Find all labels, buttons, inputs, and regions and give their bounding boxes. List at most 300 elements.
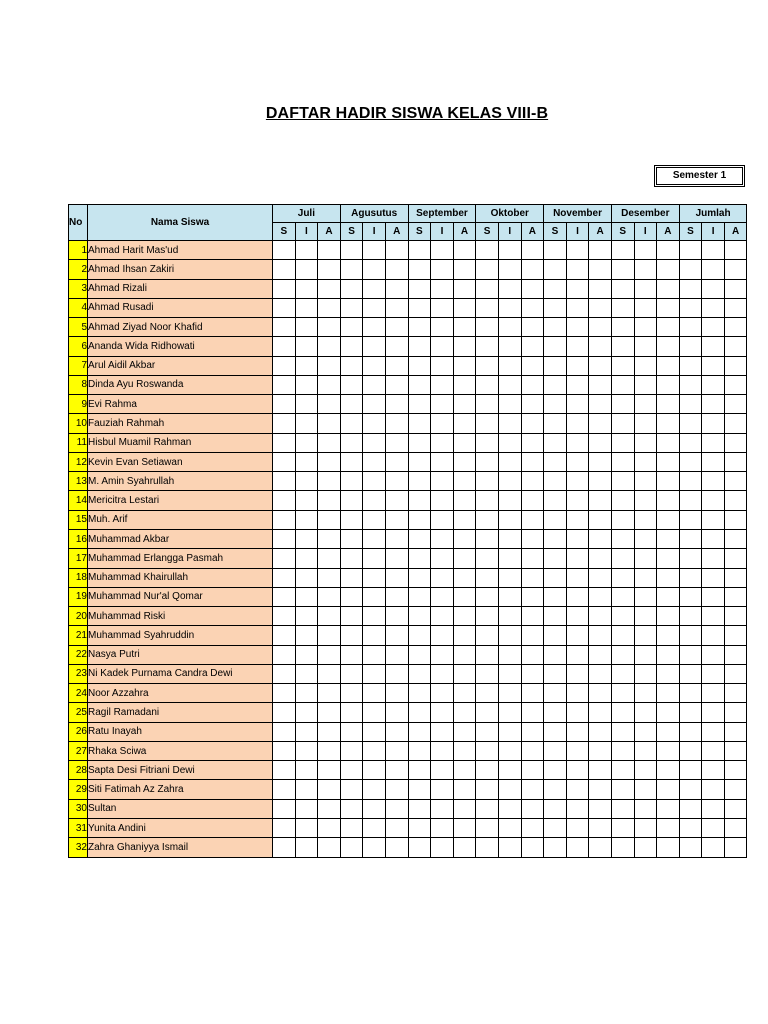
attendance-cell[interactable] [273,452,296,471]
attendance-cell[interactable] [724,761,747,780]
attendance-cell[interactable] [589,298,612,317]
attendance-cell[interactable] [476,375,499,394]
attendance-cell[interactable] [453,472,476,491]
attendance-cell[interactable] [634,318,657,337]
attendance-cell[interactable] [611,491,634,510]
attendance-cell[interactable] [363,722,386,741]
attendance-cell[interactable] [589,818,612,837]
attendance-cell[interactable] [521,414,544,433]
attendance-cell[interactable] [657,684,680,703]
attendance-cell[interactable] [566,529,589,548]
attendance-cell[interactable] [408,664,431,683]
attendance-cell[interactable] [453,491,476,510]
attendance-cell[interactable] [702,452,725,471]
attendance-cell[interactable] [408,626,431,645]
attendance-cell[interactable] [521,626,544,645]
attendance-cell[interactable] [273,645,296,664]
attendance-cell[interactable] [453,260,476,279]
attendance-cell[interactable] [476,318,499,337]
attendance-cell[interactable] [611,241,634,260]
attendance-cell[interactable] [318,491,341,510]
attendance-cell[interactable] [634,298,657,317]
attendance-cell[interactable] [431,318,454,337]
attendance-cell[interactable] [318,722,341,741]
attendance-cell[interactable] [363,510,386,529]
attendance-cell[interactable] [340,433,363,452]
attendance-cell[interactable] [431,260,454,279]
attendance-cell[interactable] [679,607,702,626]
attendance-cell[interactable] [679,375,702,394]
attendance-cell[interactable] [498,838,521,857]
attendance-cell[interactable] [566,414,589,433]
attendance-cell[interactable] [385,780,408,799]
attendance-cell[interactable] [273,838,296,857]
attendance-cell[interactable] [521,722,544,741]
attendance-cell[interactable] [318,626,341,645]
attendance-cell[interactable] [589,684,612,703]
attendance-cell[interactable] [634,452,657,471]
attendance-cell[interactable] [408,799,431,818]
attendance-cell[interactable] [657,761,680,780]
attendance-cell[interactable] [589,703,612,722]
attendance-cell[interactable] [363,761,386,780]
attendance-cell[interactable] [431,761,454,780]
attendance-cell[interactable] [476,722,499,741]
attendance-cell[interactable] [318,395,341,414]
attendance-cell[interactable] [340,337,363,356]
attendance-cell[interactable] [273,337,296,356]
attendance-cell[interactable] [408,510,431,529]
attendance-cell[interactable] [453,607,476,626]
attendance-cell[interactable] [408,568,431,587]
attendance-cell[interactable] [476,799,499,818]
attendance-cell[interactable] [363,664,386,683]
attendance-cell[interactable] [408,414,431,433]
attendance-cell[interactable] [611,279,634,298]
attendance-cell[interactable] [273,241,296,260]
attendance-cell[interactable] [589,260,612,279]
attendance-cell[interactable] [476,452,499,471]
attendance-cell[interactable] [431,395,454,414]
attendance-cell[interactable] [385,703,408,722]
attendance-cell[interactable] [431,645,454,664]
attendance-cell[interactable] [679,395,702,414]
attendance-cell[interactable] [340,298,363,317]
attendance-cell[interactable] [408,452,431,471]
attendance-cell[interactable] [385,761,408,780]
attendance-cell[interactable] [340,241,363,260]
attendance-cell[interactable] [566,510,589,529]
attendance-cell[interactable] [498,664,521,683]
attendance-cell[interactable] [702,741,725,760]
attendance-cell[interactable] [453,799,476,818]
attendance-cell[interactable] [611,703,634,722]
attendance-cell[interactable] [498,703,521,722]
attendance-cell[interactable] [544,761,567,780]
attendance-cell[interactable] [408,780,431,799]
attendance-cell[interactable] [431,472,454,491]
attendance-cell[interactable] [657,491,680,510]
attendance-cell[interactable] [679,626,702,645]
attendance-cell[interactable] [521,529,544,548]
attendance-cell[interactable] [431,549,454,568]
attendance-cell[interactable] [476,645,499,664]
attendance-cell[interactable] [634,838,657,857]
attendance-cell[interactable] [476,741,499,760]
attendance-cell[interactable] [498,799,521,818]
attendance-cell[interactable] [611,722,634,741]
attendance-cell[interactable] [544,452,567,471]
attendance-cell[interactable] [724,684,747,703]
attendance-cell[interactable] [521,549,544,568]
attendance-cell[interactable] [679,472,702,491]
attendance-cell[interactable] [273,664,296,683]
attendance-cell[interactable] [611,838,634,857]
attendance-cell[interactable] [566,472,589,491]
attendance-cell[interactable] [295,241,318,260]
attendance-cell[interactable] [634,549,657,568]
attendance-cell[interactable] [340,260,363,279]
attendance-cell[interactable] [702,703,725,722]
attendance-cell[interactable] [273,279,296,298]
attendance-cell[interactable] [498,684,521,703]
attendance-cell[interactable] [498,414,521,433]
attendance-cell[interactable] [544,684,567,703]
attendance-cell[interactable] [363,337,386,356]
attendance-cell[interactable] [702,510,725,529]
attendance-cell[interactable] [657,722,680,741]
attendance-cell[interactable] [318,318,341,337]
attendance-cell[interactable] [318,241,341,260]
attendance-cell[interactable] [363,375,386,394]
attendance-cell[interactable] [295,818,318,837]
attendance-cell[interactable] [273,626,296,645]
attendance-cell[interactable] [702,722,725,741]
attendance-cell[interactable] [634,645,657,664]
attendance-cell[interactable] [340,703,363,722]
attendance-cell[interactable] [634,780,657,799]
attendance-cell[interactable] [453,664,476,683]
attendance-cell[interactable] [566,298,589,317]
attendance-cell[interactable] [476,664,499,683]
attendance-cell[interactable] [724,838,747,857]
attendance-cell[interactable] [679,780,702,799]
attendance-cell[interactable] [679,279,702,298]
attendance-cell[interactable] [318,337,341,356]
attendance-cell[interactable] [566,703,589,722]
attendance-cell[interactable] [340,491,363,510]
attendance-cell[interactable] [431,375,454,394]
attendance-cell[interactable] [295,433,318,452]
attendance-cell[interactable] [295,799,318,818]
attendance-cell[interactable] [431,356,454,375]
attendance-cell[interactable] [340,799,363,818]
attendance-cell[interactable] [702,684,725,703]
attendance-cell[interactable] [385,395,408,414]
attendance-cell[interactable] [611,375,634,394]
attendance-cell[interactable] [679,645,702,664]
attendance-cell[interactable] [385,279,408,298]
attendance-cell[interactable] [476,491,499,510]
attendance-cell[interactable] [566,260,589,279]
attendance-cell[interactable] [498,722,521,741]
attendance-cell[interactable] [566,761,589,780]
attendance-cell[interactable] [521,356,544,375]
attendance-cell[interactable] [702,356,725,375]
attendance-cell[interactable] [634,587,657,606]
attendance-cell[interactable] [453,529,476,548]
attendance-cell[interactable] [295,645,318,664]
attendance-cell[interactable] [476,703,499,722]
attendance-cell[interactable] [431,491,454,510]
attendance-cell[interactable] [634,741,657,760]
attendance-cell[interactable] [679,452,702,471]
attendance-cell[interactable] [566,741,589,760]
attendance-cell[interactable] [498,241,521,260]
attendance-cell[interactable] [589,838,612,857]
attendance-cell[interactable] [657,549,680,568]
attendance-cell[interactable] [408,241,431,260]
attendance-cell[interactable] [611,799,634,818]
attendance-cell[interactable] [679,298,702,317]
attendance-cell[interactable] [521,607,544,626]
attendance-cell[interactable] [498,549,521,568]
attendance-cell[interactable] [498,318,521,337]
attendance-cell[interactable] [498,607,521,626]
attendance-cell[interactable] [679,761,702,780]
attendance-cell[interactable] [498,645,521,664]
attendance-cell[interactable] [408,298,431,317]
attendance-cell[interactable] [589,375,612,394]
attendance-cell[interactable] [453,741,476,760]
attendance-cell[interactable] [318,818,341,837]
attendance-cell[interactable] [611,587,634,606]
attendance-cell[interactable] [295,375,318,394]
attendance-cell[interactable] [385,587,408,606]
attendance-cell[interactable] [431,780,454,799]
attendance-cell[interactable] [634,491,657,510]
attendance-cell[interactable] [431,607,454,626]
attendance-cell[interactable] [340,472,363,491]
attendance-cell[interactable] [724,645,747,664]
attendance-cell[interactable] [634,799,657,818]
attendance-cell[interactable] [566,607,589,626]
attendance-cell[interactable] [453,318,476,337]
attendance-cell[interactable] [363,703,386,722]
attendance-cell[interactable] [544,298,567,317]
attendance-cell[interactable] [318,587,341,606]
attendance-cell[interactable] [273,761,296,780]
attendance-cell[interactable] [431,337,454,356]
attendance-cell[interactable] [589,318,612,337]
attendance-cell[interactable] [408,838,431,857]
attendance-cell[interactable] [566,549,589,568]
attendance-cell[interactable] [611,684,634,703]
attendance-cell[interactable] [679,838,702,857]
attendance-cell[interactable] [521,298,544,317]
attendance-cell[interactable] [408,375,431,394]
attendance-cell[interactable] [408,722,431,741]
attendance-cell[interactable] [340,645,363,664]
attendance-cell[interactable] [476,395,499,414]
attendance-cell[interactable] [408,703,431,722]
attendance-cell[interactable] [273,491,296,510]
attendance-cell[interactable] [589,241,612,260]
attendance-cell[interactable] [544,510,567,529]
attendance-cell[interactable] [724,318,747,337]
attendance-cell[interactable] [340,452,363,471]
attendance-cell[interactable] [702,395,725,414]
attendance-cell[interactable] [702,337,725,356]
attendance-cell[interactable] [273,510,296,529]
attendance-cell[interactable] [340,375,363,394]
attendance-cell[interactable] [634,356,657,375]
attendance-cell[interactable] [385,491,408,510]
attendance-cell[interactable] [318,549,341,568]
attendance-cell[interactable] [679,337,702,356]
attendance-cell[interactable] [634,722,657,741]
attendance-cell[interactable] [724,433,747,452]
attendance-cell[interactable] [679,491,702,510]
attendance-cell[interactable] [724,722,747,741]
attendance-cell[interactable] [589,491,612,510]
attendance-cell[interactable] [657,818,680,837]
attendance-cell[interactable] [363,587,386,606]
attendance-cell[interactable] [295,318,318,337]
attendance-cell[interactable] [363,279,386,298]
attendance-cell[interactable] [385,722,408,741]
attendance-cell[interactable] [679,568,702,587]
attendance-cell[interactable] [702,529,725,548]
attendance-cell[interactable] [498,356,521,375]
attendance-cell[interactable] [679,241,702,260]
attendance-cell[interactable] [589,645,612,664]
attendance-cell[interactable] [634,279,657,298]
attendance-cell[interactable] [318,703,341,722]
attendance-cell[interactable] [431,684,454,703]
attendance-cell[interactable] [679,664,702,683]
attendance-cell[interactable] [363,626,386,645]
attendance-cell[interactable] [589,414,612,433]
attendance-cell[interactable] [724,529,747,548]
attendance-cell[interactable] [385,741,408,760]
attendance-cell[interactable] [589,549,612,568]
attendance-cell[interactable] [724,241,747,260]
attendance-cell[interactable] [521,684,544,703]
attendance-cell[interactable] [318,529,341,548]
attendance-cell[interactable] [408,761,431,780]
attendance-cell[interactable] [521,433,544,452]
attendance-cell[interactable] [408,741,431,760]
attendance-cell[interactable] [340,318,363,337]
attendance-cell[interactable] [408,318,431,337]
attendance-cell[interactable] [431,664,454,683]
attendance-cell[interactable] [566,241,589,260]
attendance-cell[interactable] [657,395,680,414]
attendance-cell[interactable] [295,780,318,799]
attendance-cell[interactable] [724,607,747,626]
attendance-cell[interactable] [679,414,702,433]
attendance-cell[interactable] [273,607,296,626]
attendance-cell[interactable] [702,549,725,568]
attendance-cell[interactable] [589,568,612,587]
attendance-cell[interactable] [431,838,454,857]
attendance-cell[interactable] [431,433,454,452]
attendance-cell[interactable] [476,414,499,433]
attendance-cell[interactable] [521,279,544,298]
attendance-cell[interactable] [295,298,318,317]
attendance-cell[interactable] [498,510,521,529]
attendance-cell[interactable] [363,799,386,818]
attendance-cell[interactable] [318,472,341,491]
attendance-cell[interactable] [273,549,296,568]
attendance-cell[interactable] [431,529,454,548]
attendance-cell[interactable] [589,607,612,626]
attendance-cell[interactable] [318,356,341,375]
attendance-cell[interactable] [408,818,431,837]
attendance-cell[interactable] [476,279,499,298]
attendance-cell[interactable] [679,549,702,568]
attendance-cell[interactable] [702,472,725,491]
attendance-cell[interactable] [611,510,634,529]
attendance-cell[interactable] [476,241,499,260]
attendance-cell[interactable] [566,318,589,337]
attendance-cell[interactable] [702,626,725,645]
attendance-cell[interactable] [679,741,702,760]
attendance-cell[interactable] [611,780,634,799]
attendance-cell[interactable] [273,722,296,741]
attendance-cell[interactable] [385,414,408,433]
attendance-cell[interactable] [544,799,567,818]
attendance-cell[interactable] [657,337,680,356]
attendance-cell[interactable] [657,472,680,491]
attendance-cell[interactable] [521,318,544,337]
attendance-cell[interactable] [657,529,680,548]
attendance-cell[interactable] [611,645,634,664]
attendance-cell[interactable] [318,645,341,664]
attendance-cell[interactable] [273,529,296,548]
attendance-cell[interactable] [589,799,612,818]
attendance-cell[interactable] [657,587,680,606]
attendance-cell[interactable] [611,472,634,491]
attendance-cell[interactable] [702,780,725,799]
attendance-cell[interactable] [702,298,725,317]
attendance-cell[interactable] [476,260,499,279]
attendance-cell[interactable] [408,395,431,414]
attendance-cell[interactable] [431,799,454,818]
attendance-cell[interactable] [318,452,341,471]
attendance-cell[interactable] [363,318,386,337]
attendance-cell[interactable] [408,607,431,626]
attendance-cell[interactable] [724,414,747,433]
attendance-cell[interactable] [385,433,408,452]
attendance-cell[interactable] [340,510,363,529]
attendance-cell[interactable] [634,375,657,394]
attendance-cell[interactable] [476,356,499,375]
attendance-cell[interactable] [724,260,747,279]
attendance-cell[interactable] [724,741,747,760]
attendance-cell[interactable] [385,799,408,818]
attendance-cell[interactable] [724,491,747,510]
attendance-cell[interactable] [453,703,476,722]
attendance-cell[interactable] [385,568,408,587]
attendance-cell[interactable] [679,818,702,837]
attendance-cell[interactable] [611,568,634,587]
attendance-cell[interactable] [295,703,318,722]
attendance-cell[interactable] [318,568,341,587]
attendance-cell[interactable] [657,279,680,298]
attendance-cell[interactable] [634,337,657,356]
